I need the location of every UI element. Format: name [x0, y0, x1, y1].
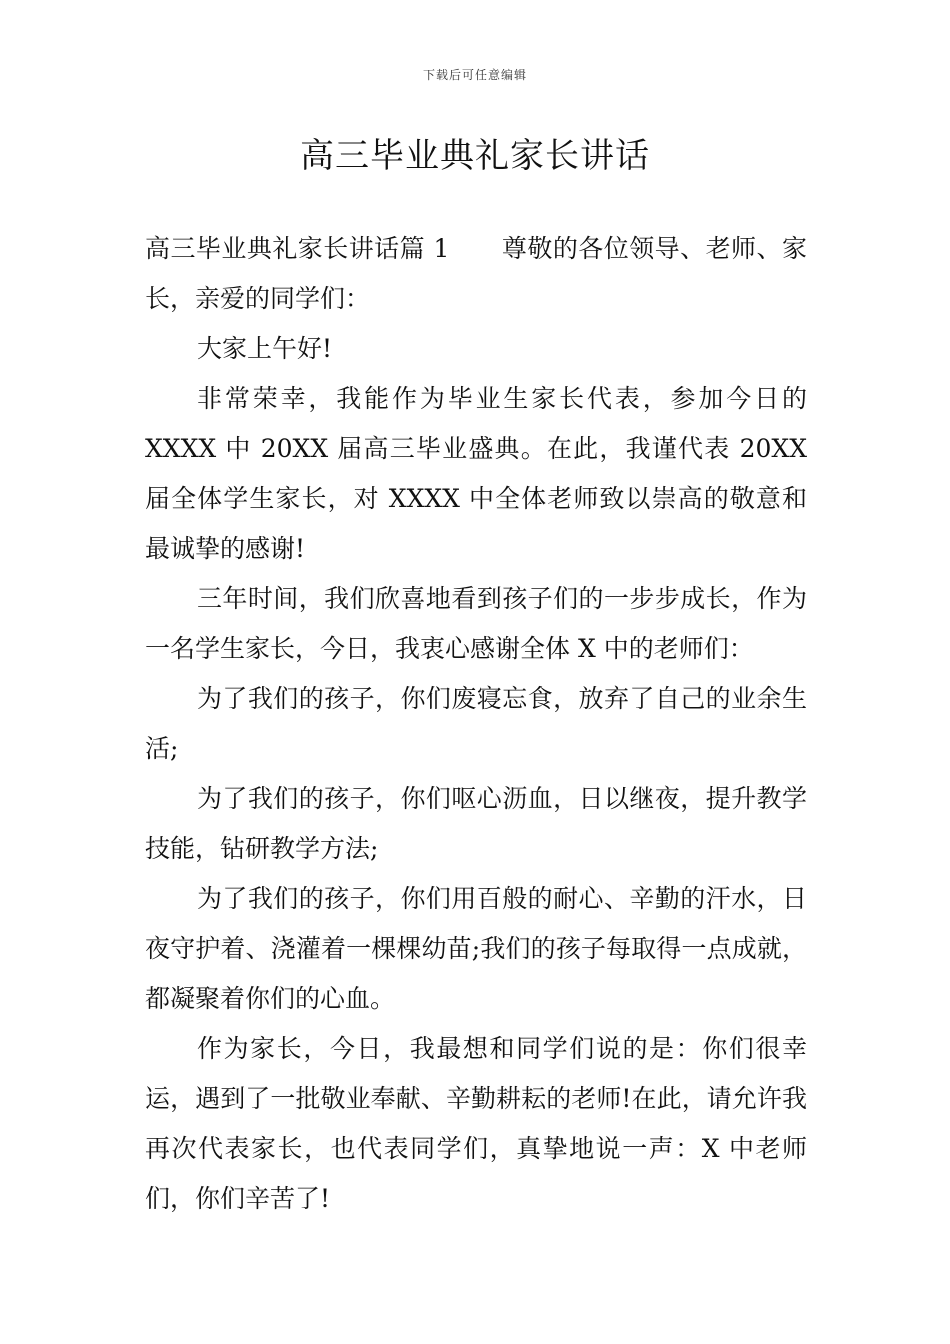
document-body [145, 224, 807, 1224]
opening-salutation: 尊敬的各位领导、老师、家长，亲爱的同学们： [145, 234, 807, 313]
body-paragraph: 非常荣幸，我能作为毕业生家长代表，参加今日的 XXXX 中 20XX 届高三毕业盛典。在此，我谨代表 20XX 届全体学生家长，对 XXXX 中全体老师致以崇高的敬意和最诚挚的感谢! [145, 384, 807, 563]
opening-paragraph [145, 224, 807, 324]
body-paragraph: 大家上午好! [197, 334, 333, 363]
body-paragraph: 为了我们的孩子，你们呕心沥血，日以继夜，提升教学技能，钻研教学方法; [145, 784, 807, 863]
body-paragraph: 作为家长，今日，我最想和同学们说的是：你们很幸运，遇到了一批敬业奉献、辛勤耕耘的老师!在此，请允许我再次代表家长，也代表同学们，真挚地说一声：X 中老师们，你们辛苦了! [145, 1034, 807, 1213]
body-paragraph: 三年时间，我们欣喜地看到孩子们的一步步成长，作为一名学生家长，今日，我衷心感谢全体 X 中的老师们： [145, 584, 807, 663]
document-title: 高三毕业典礼家长讲话 [300, 136, 650, 176]
header-note: 下载后可任意编辑 [422, 68, 527, 82]
section-label: 高三毕业典礼家长讲话篇 1 [145, 234, 450, 263]
body-paragraph: 为了我们的孩子，你们用百般的耐心、辛勤的汗水，日夜守护着、浇灌着一棵棵幼苗;我们的孩子每取得一点成就，都凝聚着你们的心血。 [145, 884, 807, 1013]
body-paragraph: 为了我们的孩子，你们废寝忘食，放弃了自己的业余生活; [145, 684, 807, 763]
